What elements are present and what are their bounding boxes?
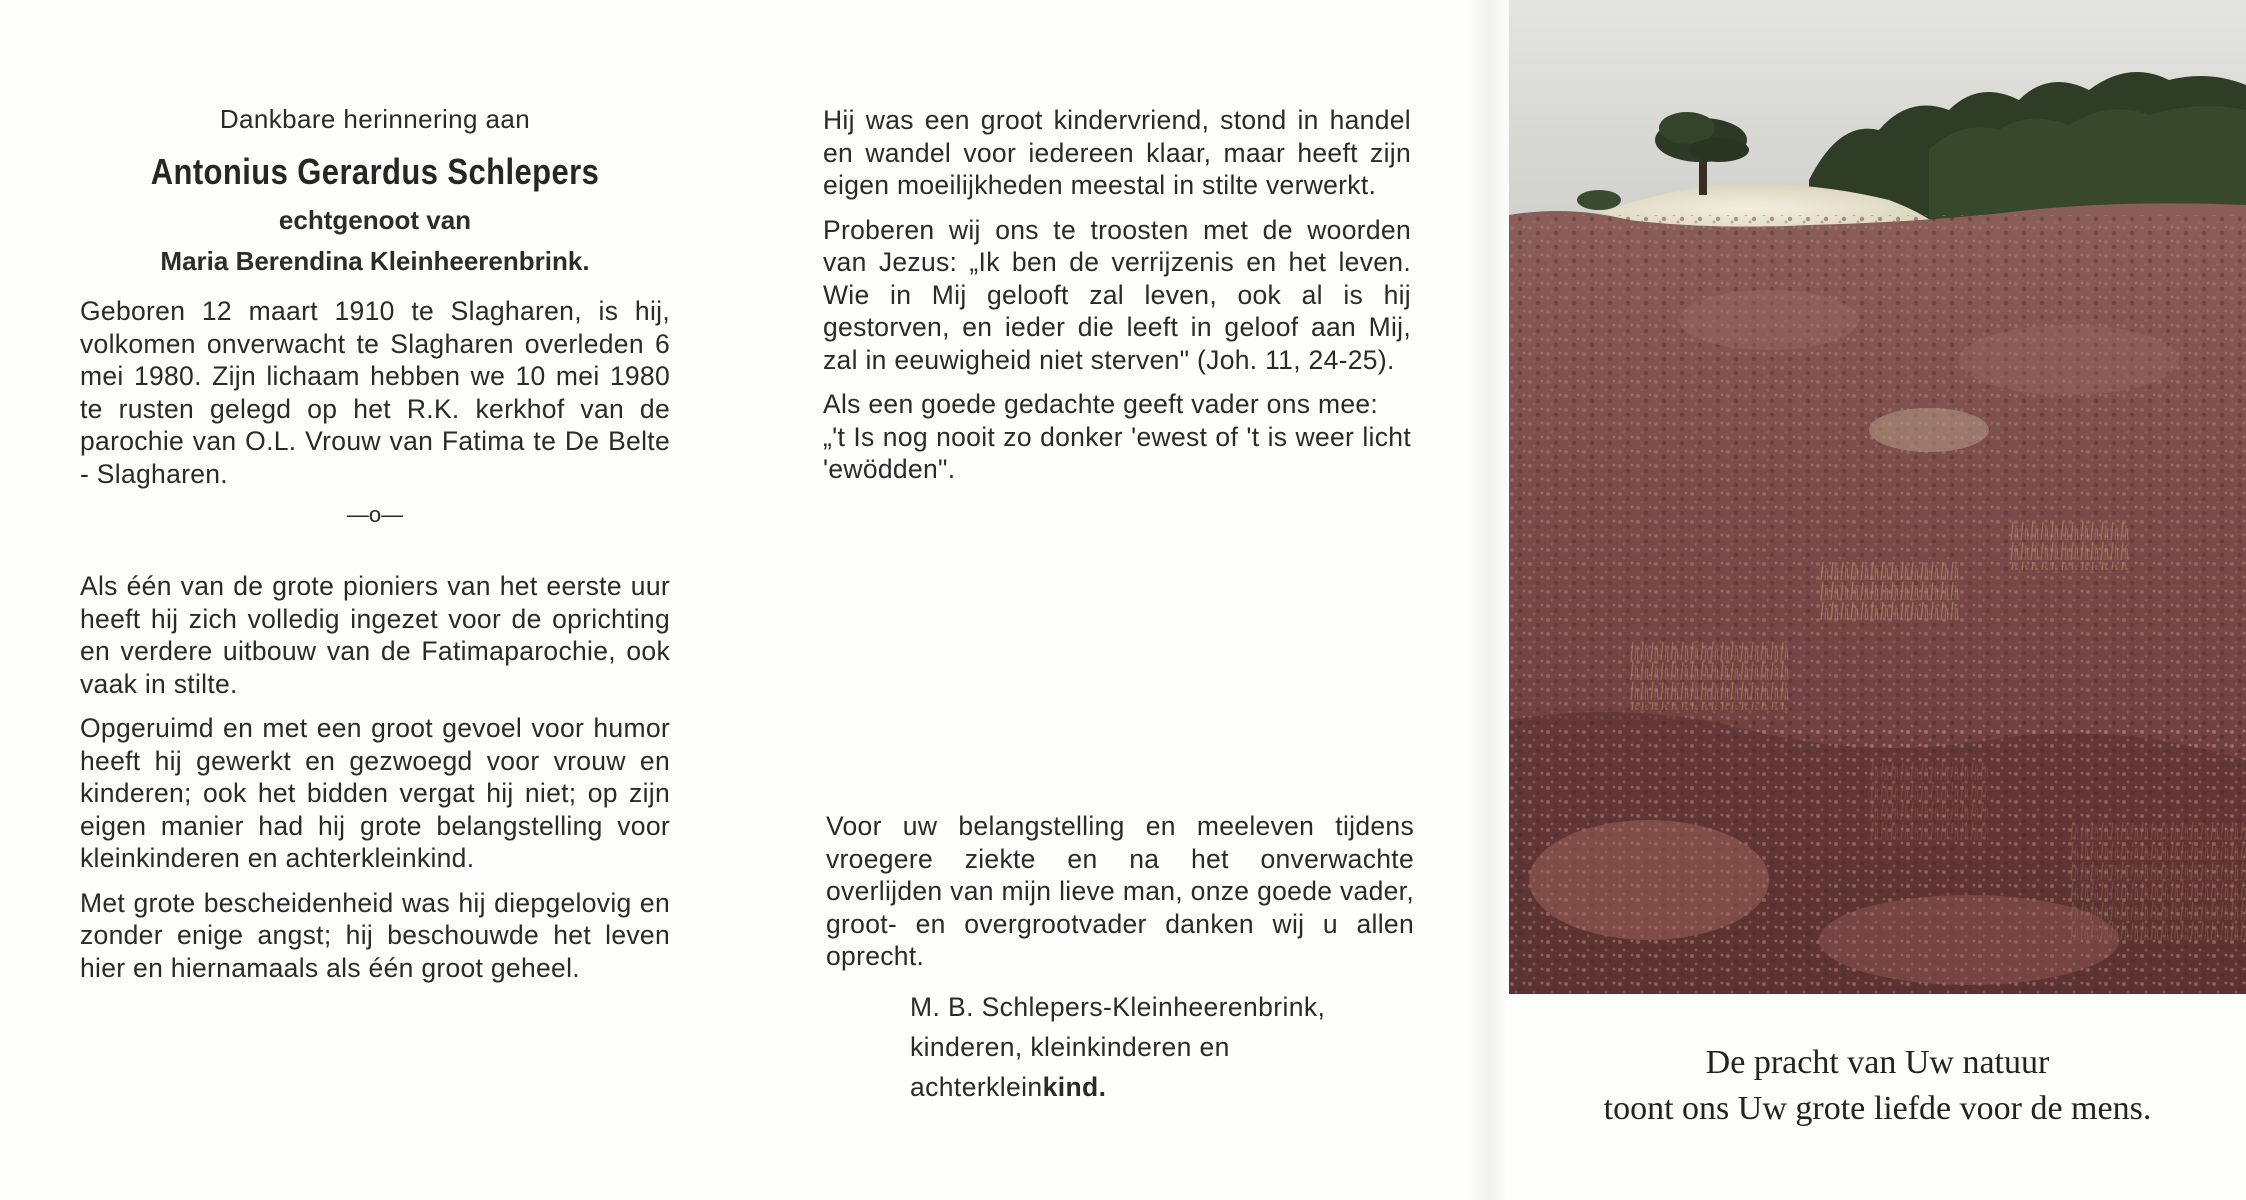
signature-greatgrandchild-b: kind. — [1042, 1071, 1107, 1102]
dialect-saying: „'t Is nog nooit zo donker 'ewest of 't is weer licht 'ewödden". — [823, 421, 1411, 484]
middle-column — [823, 104, 1411, 498]
humor-paragraph: Opgeruimd en met een groot gevoel voor humor heeft hij gewerkt en gezwoegd voor vrouw en kinderen; ook het bidden vergat hij niet; op zijn eigen manier had hij grote belangstelling voor kleinkinderen en achterkleinkind. — [80, 713, 670, 873]
intro-line: Dankbare herinnering aan — [219, 104, 531, 134]
deceased-name: Antonius Gerardus Schlepers — [150, 151, 600, 192]
signature-widow: M. B. Schlepers-Kleinheerenbrink, — [910, 991, 1326, 1022]
kindervriend-paragraph: Hij was een groot kindervriend, stond in handel en wandel voor iedereen klaar, maar heeft zijn eigen moeilijkheden meestal in stilte verwerkt. — [823, 105, 1411, 200]
heathland-landscape-image — [1509, 0, 2246, 994]
father-thought-intro: Als een goede gedachte geeft vader ons mee: — [823, 389, 1379, 419]
signature-greatgrandchild-a: achterklein — [910, 1071, 1043, 1102]
card-fold-shadow — [1468, 0, 1508, 1200]
modesty-paragraph: Met grote bescheidenheid was hij diepgelovig en zonder enige angst; hij beschouwde het leven hier en hiernamaals als één groot geheel. — [80, 887, 670, 983]
birth-death-paragraph: Geboren 12 maart 1910 te Slagharen, is hij, volkomen onverwacht te Slagharen overleden 6 mei 1980. Zijn lichaam hebben we 10 mei 1980 te rusten gelegd op het R.K. kerkhof van de parochie van O.L. Vrouw van Fatima te De Belte - Slagharen. — [80, 296, 670, 489]
left-column — [80, 104, 670, 996]
pioneer-paragraph: Als één van de grote pioniers van het eerste uur heeft hij zich volledig ingezet voor de oprichting en verdere uitbouw van de Fatimaparochie, ook vaak in stilte. — [80, 571, 670, 699]
signature-children: kinderen, kleinkinderen en — [910, 1031, 1230, 1062]
jesus-quote-paragraph: Proberen wij ons te troosten met de woorden van Jezus: „Ik ben de verrijzenis en het leven. Wie in Mij gelooft zal leven, ook al is hij gestorven, en ieder die leeft in geloof aan Mij, zal in eeuwigheid niet sterven" (Joh. 11, 24-25). — [823, 214, 1411, 375]
heading-block — [80, 104, 670, 277]
spouse-name: Maria Berendina Kleinheerenbrink. — [160, 246, 590, 276]
thanks-paragraph: Voor uw belangstelling en meeleven tijdens vroegere ziekte en na het onverwachte overlijden van mijn lieve man, onze goede vader, groot- en overgrootvader danken wij u allen oprecht. — [826, 811, 1414, 971]
caption-line-2: toont ons Uw grote liefde voor de mens. — [1603, 1090, 2152, 1127]
section-divider: —o— — [346, 502, 404, 527]
signature-block — [910, 987, 1414, 1107]
photo-caption — [1509, 1040, 2246, 1132]
heathland-photo — [1509, 0, 2246, 994]
signature-greatgrandchild — [910, 1067, 1414, 1107]
thanks-section — [826, 810, 1414, 1107]
caption-line-1: De pracht van Uw natuur — [1705, 1044, 2050, 1081]
spouse-label: echtgenoot van — [278, 205, 472, 235]
